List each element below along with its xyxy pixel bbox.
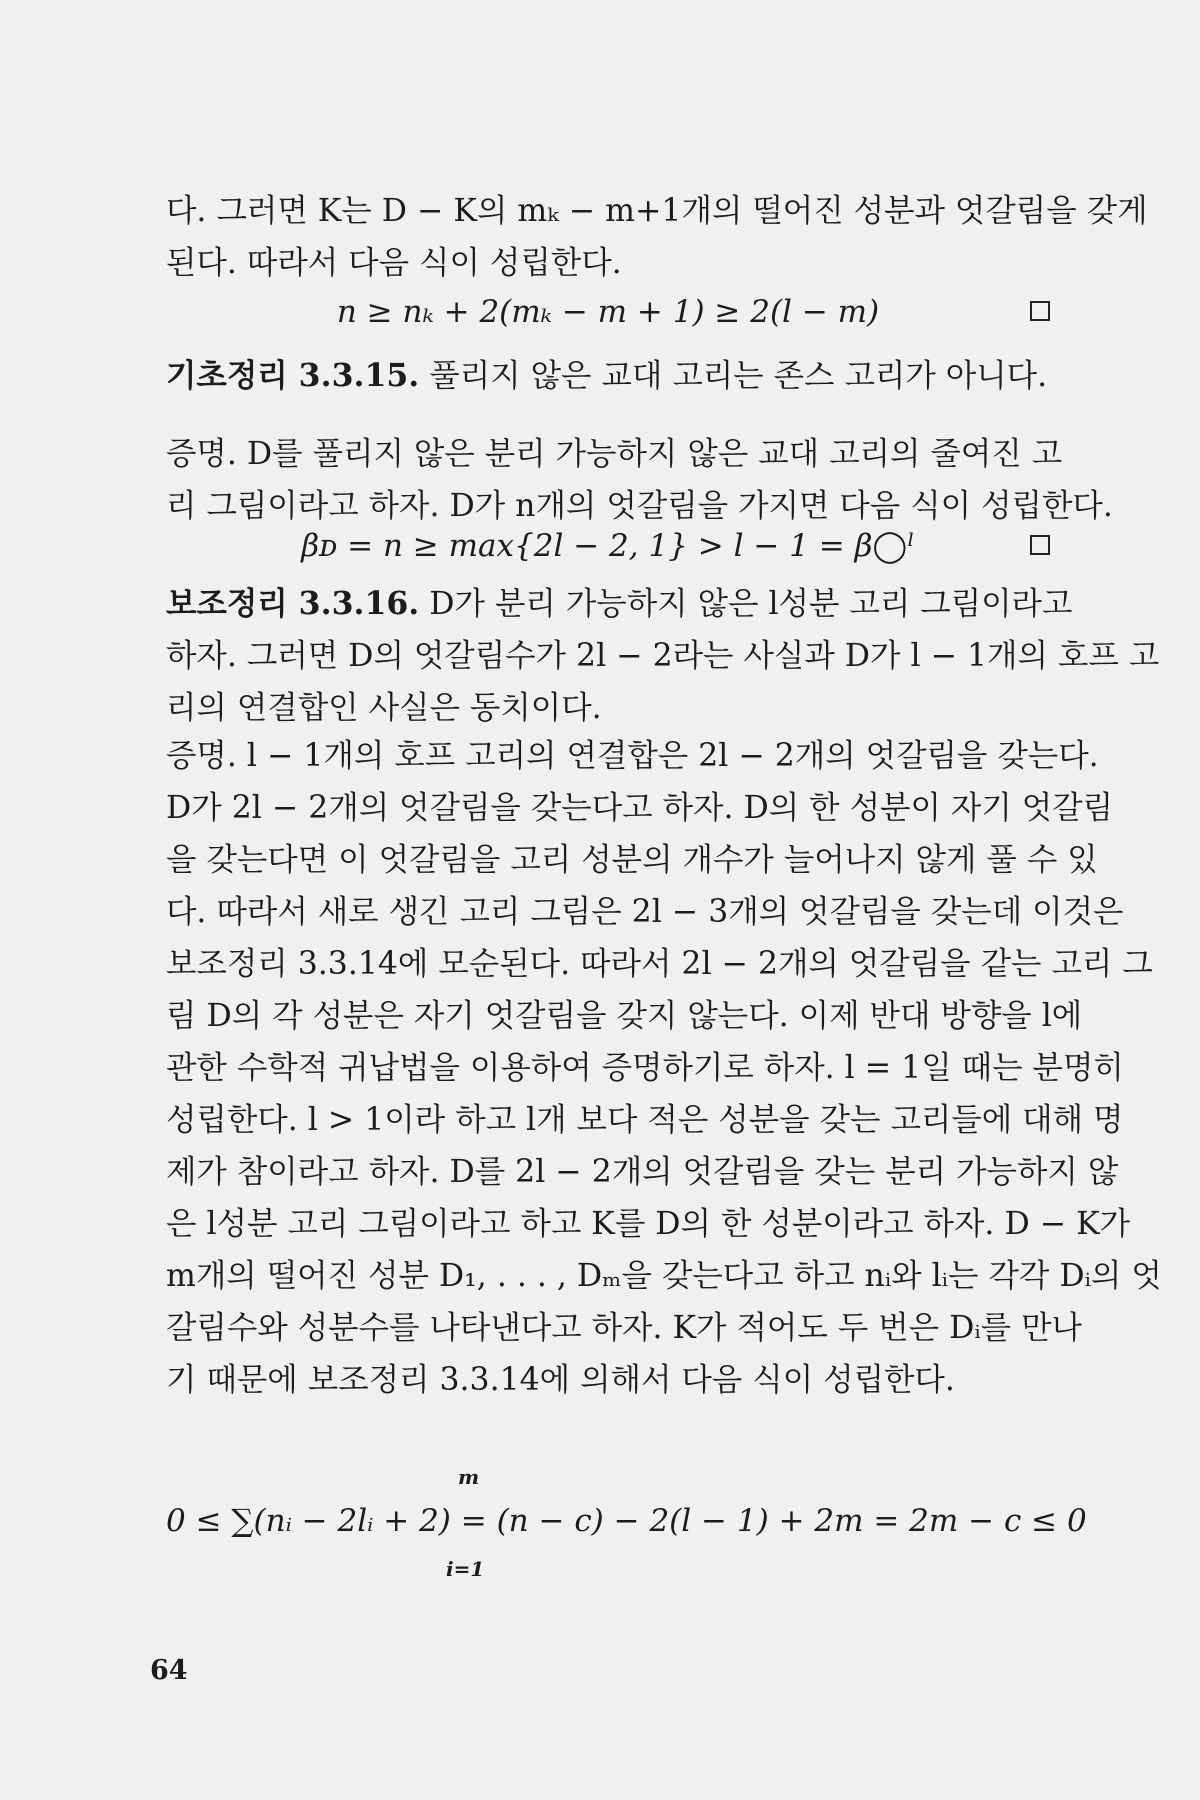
proof-3-3-15 — [166, 428, 1113, 532]
text-line: 은 l성분 고리 그림이라고 하고 K를 D의 한 성분이라고 하자. D − K가 — [166, 1206, 1131, 1242]
paragraph-intro — [166, 185, 1148, 289]
lemma-3-3-15 — [166, 350, 1050, 402]
text-line: 기 때문에 보조정리 3.3.14에 의해서 다음 식이 성립한다. — [166, 1362, 955, 1398]
page-number: 64 — [150, 1655, 188, 1686]
text-line: 을 갖는다면 이 엇갈림을 고리 성분의 개수가 늘어나지 않게 풀 수 있 — [166, 842, 1098, 878]
text-line: 관한 수학적 귀납법을 이용하여 증명하기로 하자. l = 1일 때는 분명히 — [166, 1050, 1124, 1086]
text-line: 된다. 따라서 다음 식이 성립한다. — [166, 245, 622, 281]
equation-formula: n ≥ nₖ + 2(mₖ − m + 1) ≥ 2(l − m) — [336, 294, 880, 330]
proof-3-3-16 — [166, 730, 1162, 1406]
text-line: 림 D의 각 성분은 자기 엇갈림을 갖지 않는다. 이제 반대 방향을 l에 — [166, 998, 1083, 1034]
sum-lower-limit: i=1 — [446, 1557, 485, 1581]
text-line: 보조정리 3.3.14에 모순된다. 따라서 2l − 2개의 엇갈림을 같는 고리 그 — [166, 946, 1153, 982]
qed-box — [1030, 301, 1050, 321]
text-line: D가 2l − 2개의 엇갈림을 갖는다고 하자. D의 한 성분이 자기 엇갈림 — [166, 790, 1114, 826]
text-line: 하자. 그러면 D의 엇갈림수가 2l − 2라는 사실과 D가 l − 1개의 호프 고 — [166, 638, 1160, 674]
lemma-heading: 기초정리 3.3.15. — [166, 357, 420, 394]
equation-formula: 0 ≤ ∑(nᵢ − 2lᵢ + 2) = (n − c) − 2(l − 1) + 2m = 2m − c ≤ 0 — [166, 1503, 1087, 1539]
equation-3 — [166, 1465, 1087, 1595]
lemma-text: D가 분리 가능하지 않은 l성분 고리 그림이라고 — [419, 586, 1073, 622]
equation-2 — [166, 520, 1050, 572]
lemma-3-3-16 — [166, 578, 1160, 734]
qed-box — [1030, 535, 1050, 555]
lemma-heading: 보조정리 3.3.16. — [166, 585, 420, 622]
text-line: 다. 따라서 새로 생긴 고리 그림은 2l − 3개의 엇갈림을 갖는데 이것은 — [166, 894, 1124, 930]
text-line: 증명. l − 1개의 호프 고리의 연결합은 2l − 2개의 엇갈림을 갖는다. — [166, 738, 1099, 774]
text-line: 제가 참이라고 하자. D를 2l − 2개의 엇갈림을 갖는 분리 가능하지 않 — [166, 1154, 1119, 1190]
text-line: 증명. D를 풀리지 않은 분리 가능하지 않은 교대 고리의 줄여진 고 — [166, 436, 1063, 472]
sum-upper-limit: m — [458, 1465, 480, 1489]
text-line: 리 그림이라고 하자. D가 n개의 엇갈림을 가지면 다음 식이 성립한다. — [166, 488, 1113, 524]
lemma-text: 풀리지 않은 교대 고리는 존스 고리가 아니다. — [419, 358, 1048, 394]
text-line: m개의 떨어진 성분 D₁, . . . , Dₘ을 갖는다고 하고 nᵢ와 lᵢ는 각각 Dᵢ의 엇 — [166, 1258, 1162, 1294]
text-line: 다. 그러면 K는 D − K의 mₖ − m+1개의 떨어진 성분과 엇갈림을 갖게 — [166, 193, 1148, 229]
text-line: 리의 연결합인 사실은 동치이다. — [166, 690, 602, 726]
equation-formula: βᴅ = n ≥ max{2l − 2, 1} > l − 1 = β◯ˡ — [301, 528, 915, 564]
equation-1 — [166, 286, 1050, 338]
text-line: 성립한다. l > 1이라 하고 l개 보다 적은 성분을 갖는 고리들에 대해 명 — [166, 1102, 1124, 1138]
text-line: 갈림수와 성분수를 나타낸다고 하자. K가 적어도 두 번은 Dᵢ를 만나 — [166, 1310, 1082, 1346]
